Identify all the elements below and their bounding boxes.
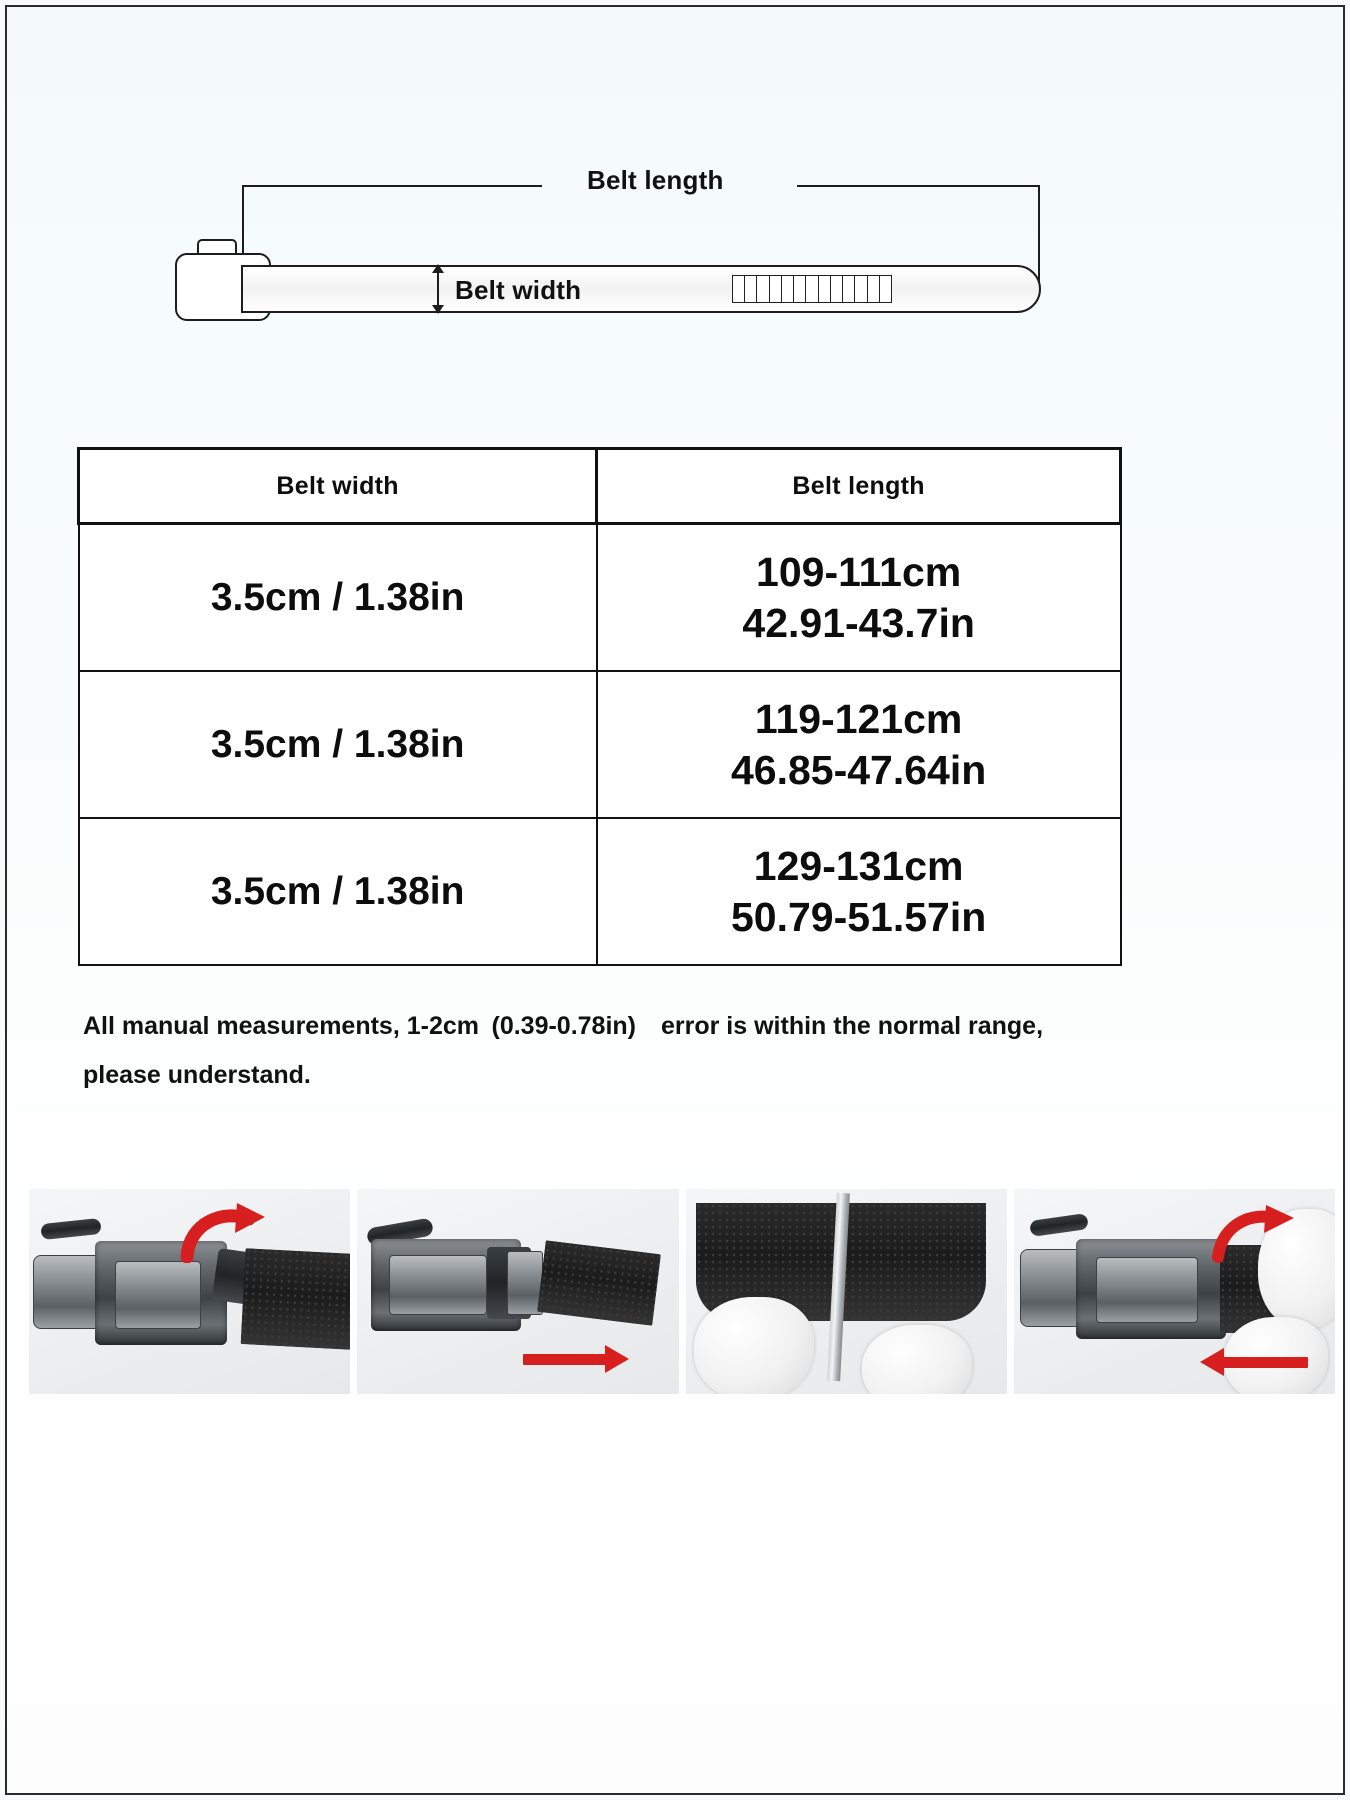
red-right-arrow-icon	[523, 1354, 607, 1365]
belt-strap-icon	[241, 265, 1041, 313]
cell-belt-width: 3.5cm / 1.38in	[79, 818, 597, 965]
page-frame	[5, 5, 1345, 1795]
belt-length-dimension-label: Belt length	[587, 165, 724, 195]
table-row	[79, 818, 1121, 965]
table-row	[79, 524, 1121, 672]
measurement-note	[83, 1002, 1093, 1100]
cell-belt-length	[597, 818, 1121, 965]
instruction-photo-strip	[29, 1189, 1335, 1394]
photo-step-3-cut-strap-to-length	[686, 1189, 1007, 1394]
belt-width-dimension-label: Belt width	[455, 275, 582, 305]
red-curved-arrow-icon	[179, 1203, 269, 1263]
cell-belt-length-cm: 109-111cm	[756, 549, 962, 596]
red-left-arrow-icon	[1222, 1357, 1308, 1368]
cell-belt-width: 3.5cm / 1.38in	[79, 524, 597, 672]
belt-width-arrow-icon	[437, 265, 439, 313]
ratchet-teeth-icon	[732, 275, 892, 303]
measurement-note-line2: please understand.	[83, 1060, 311, 1089]
belt-length-right-tick	[1038, 185, 1040, 285]
cell-belt-length	[597, 671, 1121, 818]
table-header-row	[79, 449, 1121, 524]
cell-belt-length-in: 50.79-51.57in	[731, 893, 987, 940]
cell-belt-length-in: 46.85-47.64in	[731, 746, 987, 793]
header-belt-width: Belt width	[79, 449, 597, 524]
belt-diagram	[157, 157, 1057, 337]
photo-step-2-pull-strap-out	[357, 1189, 678, 1394]
cell-belt-length	[597, 524, 1121, 672]
photo-step-4-reinsert-strap	[1014, 1189, 1335, 1394]
belt-length-line-right	[797, 185, 1040, 187]
cell-belt-width: 3.5cm / 1.38in	[79, 671, 597, 818]
cell-belt-length-cm: 129-131cm	[753, 843, 964, 890]
table-row	[79, 671, 1121, 818]
header-belt-length: Belt length	[597, 449, 1121, 524]
belt-length-line-left	[242, 185, 542, 187]
buckle-lever-icon	[197, 239, 237, 254]
size-table	[77, 447, 1122, 966]
red-curved-arrow-icon	[1210, 1205, 1296, 1263]
cell-belt-length-cm: 119-121cm	[754, 696, 963, 743]
measurement-note-line1: All manual measurements, 1-2cm (0.39-0.78in) error is within the normal range,	[83, 1012, 1044, 1040]
cell-belt-length-in: 42.91-43.7in	[742, 599, 975, 646]
photo-step-1-open-buckle-lever	[29, 1189, 350, 1394]
